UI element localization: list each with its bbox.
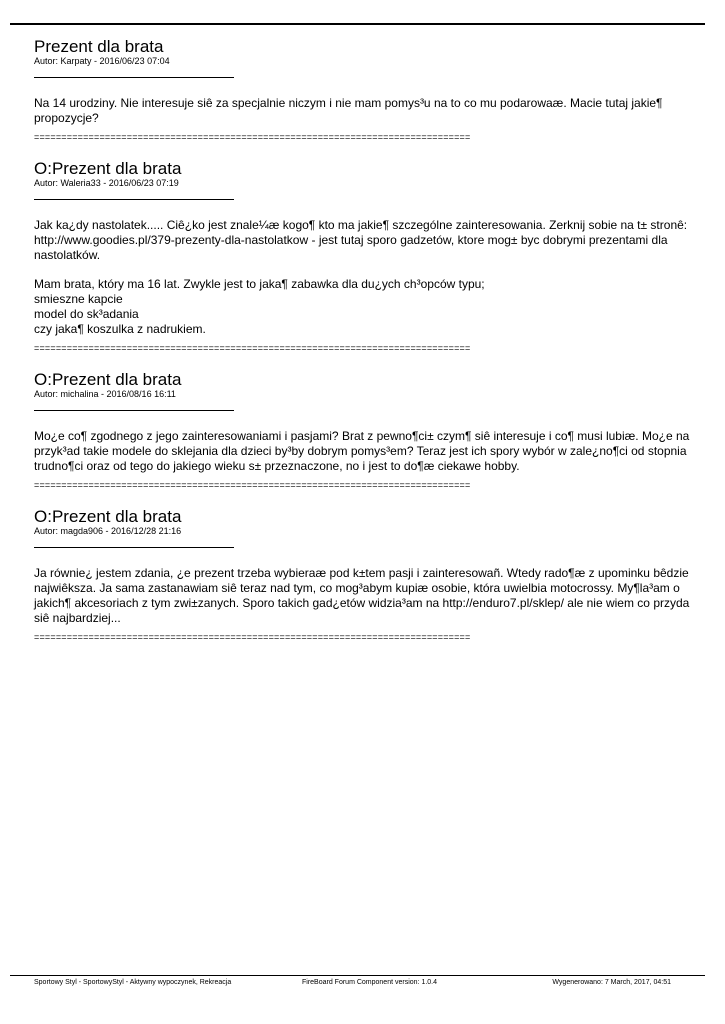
post-separator: ================================================================================ [34,132,471,142]
post-separator: ================================================================================ [34,480,471,490]
post-title: Prezent dla brata [34,37,164,56]
post-body [34,566,694,626]
post-paragraph: Jak ka¿dy nastolatek..... Ciê¿ko jest znale¼æ kogo¶ kto ma jakie¶ szczególne zainteresowania. Zerknij sobie na t± stronê: http://www.goodies.pl/379-prezenty-dla-nastolatkow - jest tutaj sporo gadzetów, ktore mog± byc dobrymi prezentami dla nastolatków. [34,218,691,262]
meta-divider [34,410,234,411]
post-list [34,38,694,642]
post-title: O:Prezent dla brata [34,507,182,526]
post-author-date: Autor: Karpaty - 2016/06/23 07:04 [34,56,170,66]
top-divider [10,23,705,25]
post-author-date: Autor: magda906 - 2016/12/28 21:16 [34,526,182,536]
footer-generated-date: Wygenerowano: 7 March, 2017, 04:51 [552,979,671,986]
post-body [34,96,694,126]
post-paragraph: Mam brata, który ma 16 lat. Zwykle jest to jaka¶ zabawka dla du¿ych ch³opców typu; smieszne kapcie model do sk³adania czy jaka¶ koszulka z nadrukiem. [34,277,485,336]
post-body [34,429,694,474]
post-separator: ================================================================================ [34,343,471,353]
post-separator: ================================================================================ [34,632,471,642]
page-footer [0,978,725,990]
post-body [34,218,694,337]
post-title: O:Prezent dla brata [34,370,182,389]
post [34,371,694,490]
post-author-date: Autor: Waleria33 - 2016/06/23 07:19 [34,178,179,188]
post-paragraph: Mo¿e co¶ zgodnego z jego zainteresowaniami i pasjami? Brat z pewno¶ci± czym¶ siê interesuje i co¶ musi lubiæ. Mo¿e na przyk³ad takie modele do sklejania dla dzieci by³by dobrym pomys³em? Teraz jest ich spory wybór w zale¿no¶ci od stopnia trudno¶ci oraz od tego do jakiego wieku s± przeznaczone, no i jest to do¶æ ciekawe hobby. [34,429,693,473]
footer-divider [10,975,705,976]
post-paragraph: Ja równie¿ jestem zdania, ¿e prezent trzeba wybieraæ pod k±tem pasji i zainteresowañ. Wtedy rado¶æ z upominku bêdzie najwiêksza. Ja sama zastanawiam siê teraz nad tym, co mog³abym kupiæ osobie, która uwielbia motocrossy. My¶la³am o jakich¶ akcesoriach z tym zwi±zanych. Sporo takich gad¿etów widzia³am na http://enduro7.pl/sklep/ ale nie wiem co przyda siê najbardziej... [34,566,693,625]
post [34,38,694,142]
post-title: O:Prezent dla brata [34,159,182,178]
meta-divider [34,199,234,200]
footer-component-version: FireBoard Forum Component version: 1.0.4 [302,979,438,986]
footer-site-name: Sportowy Styl - SportowyStyl - Aktywny wypoczynek, Rekreacja [34,979,232,986]
meta-divider [34,547,234,548]
meta-divider [34,77,234,78]
post-paragraph: Na 14 urodziny. Nie interesuje siê za specjalnie niczym i nie mam pomys³u na to co mu podarowaæ. Macie tutaj jakie¶ propozycje? [34,96,666,125]
post [34,160,694,353]
post [34,508,694,642]
post-author-date: Autor: michalina - 2016/08/16 16:11 [34,389,176,399]
